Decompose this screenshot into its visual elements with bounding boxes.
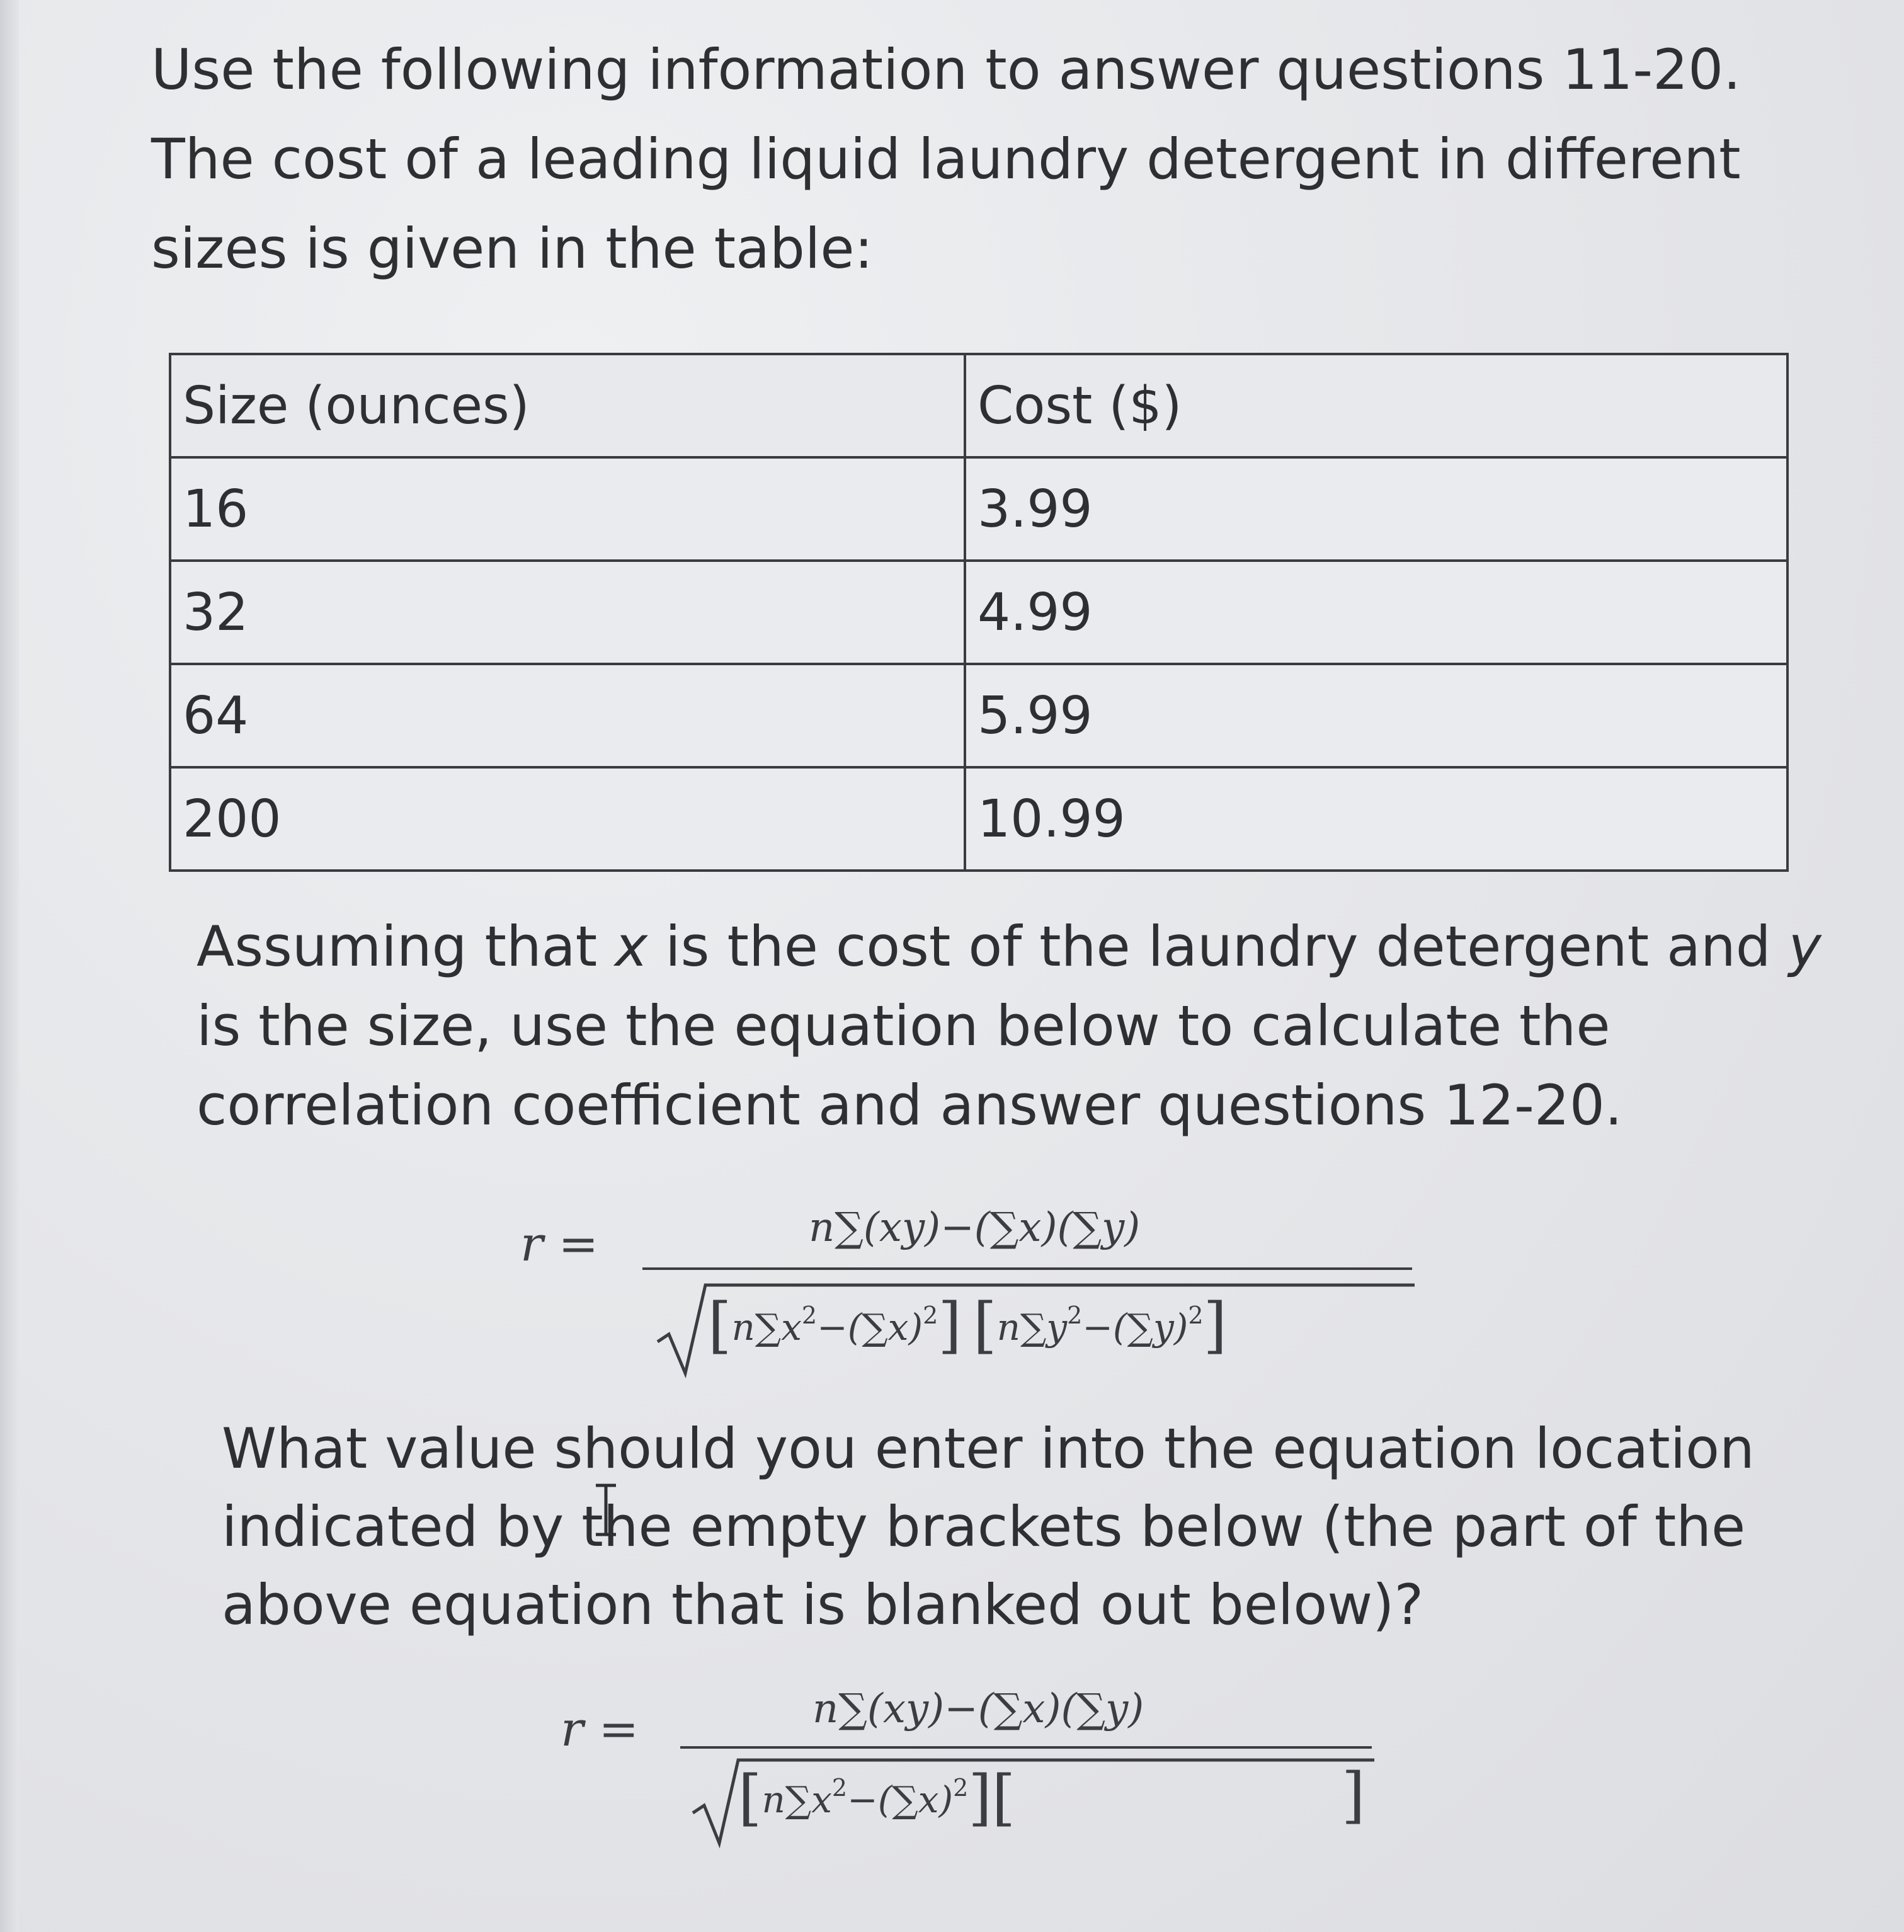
den-right-sup: 2 bbox=[1067, 1301, 1083, 1329]
den-left-b: −(∑x) bbox=[817, 1306, 923, 1349]
fraction-bar bbox=[642, 1267, 1412, 1270]
question-paragraph: What value should you enter into the equation location indicated by the empty brackets below (the part of the above equation that is blanked out below)? bbox=[222, 1416, 1755, 1637]
table-header-row bbox=[170, 354, 1787, 457]
window-edge bbox=[0, 0, 19, 1932]
empty-bracket-close: ] bbox=[1342, 1760, 1365, 1831]
i-beam-cursor-icon bbox=[592, 1482, 620, 1538]
cell-size: 16 bbox=[170, 457, 965, 561]
empty-bracket-open: [ bbox=[991, 1763, 1016, 1833]
den-left-sup: 2 bbox=[831, 1774, 848, 1802]
table-row bbox=[170, 664, 1787, 767]
assumption-text-1: Assuming that bbox=[197, 914, 615, 979]
den-right-a: n∑y bbox=[996, 1306, 1068, 1349]
den-right-b: −(∑y) bbox=[1082, 1306, 1189, 1349]
table-row bbox=[170, 457, 1787, 561]
den-left-a: n∑x bbox=[731, 1306, 802, 1349]
table-row bbox=[170, 561, 1787, 664]
variable-y: y bbox=[1788, 914, 1821, 979]
assumption-text-2: is the cost of the laundry detergent and bbox=[647, 914, 1789, 979]
cell-cost: 3.99 bbox=[965, 457, 1787, 561]
assumption-text-3: is the size, use the equation below to calculate the correlation coefficient and answer questions 12-20. bbox=[197, 993, 1622, 1138]
den-left-sup2: 2 bbox=[923, 1301, 938, 1329]
right-bracket-open: [ bbox=[973, 1290, 997, 1361]
den-left-sup: 2 bbox=[801, 1301, 818, 1329]
header-cost: Cost ($) bbox=[965, 354, 1787, 457]
formula-denominator bbox=[738, 1763, 1015, 1833]
cell-cost: 4.99 bbox=[965, 561, 1787, 664]
den-right-sup2: 2 bbox=[1188, 1301, 1204, 1329]
intro-paragraph: Use the following information to answer questions 11-20. The cost of a leading liquid laundry detergent in different sizes is given in the table: bbox=[151, 37, 1742, 281]
left-bracket-open: [ bbox=[738, 1763, 762, 1833]
fraction-bar bbox=[680, 1746, 1372, 1749]
den-left-a: n∑x bbox=[761, 1778, 832, 1821]
cell-cost: 10.99 bbox=[965, 767, 1787, 871]
cell-cost: 5.99 bbox=[965, 664, 1787, 767]
cell-size: 32 bbox=[170, 561, 965, 664]
formula-lhs: r = bbox=[520, 1216, 599, 1272]
left-bracket-close: ] bbox=[938, 1290, 962, 1361]
formula-numerator: n∑(xy)−(∑x)(∑y) bbox=[812, 1686, 1144, 1732]
left-bracket-close: ] bbox=[968, 1763, 992, 1833]
cell-size: 200 bbox=[170, 767, 965, 871]
den-left-b: −(∑x) bbox=[847, 1778, 954, 1821]
left-bracket-open: [ bbox=[708, 1290, 732, 1361]
detergent-table bbox=[169, 353, 1789, 872]
cell-size: 64 bbox=[170, 664, 965, 767]
assumption-paragraph bbox=[197, 907, 1847, 1145]
formula-numerator: n∑(xy)−(∑x)(∑y) bbox=[809, 1204, 1141, 1251]
formula-denominator bbox=[708, 1290, 1227, 1361]
formula-lhs: r = bbox=[561, 1701, 639, 1757]
header-size: Size (ounces) bbox=[170, 354, 965, 457]
variable-x: x bbox=[615, 914, 648, 979]
table-row bbox=[170, 767, 1787, 871]
right-bracket-close: ] bbox=[1203, 1290, 1227, 1361]
den-left-sup2: 2 bbox=[953, 1774, 969, 1802]
